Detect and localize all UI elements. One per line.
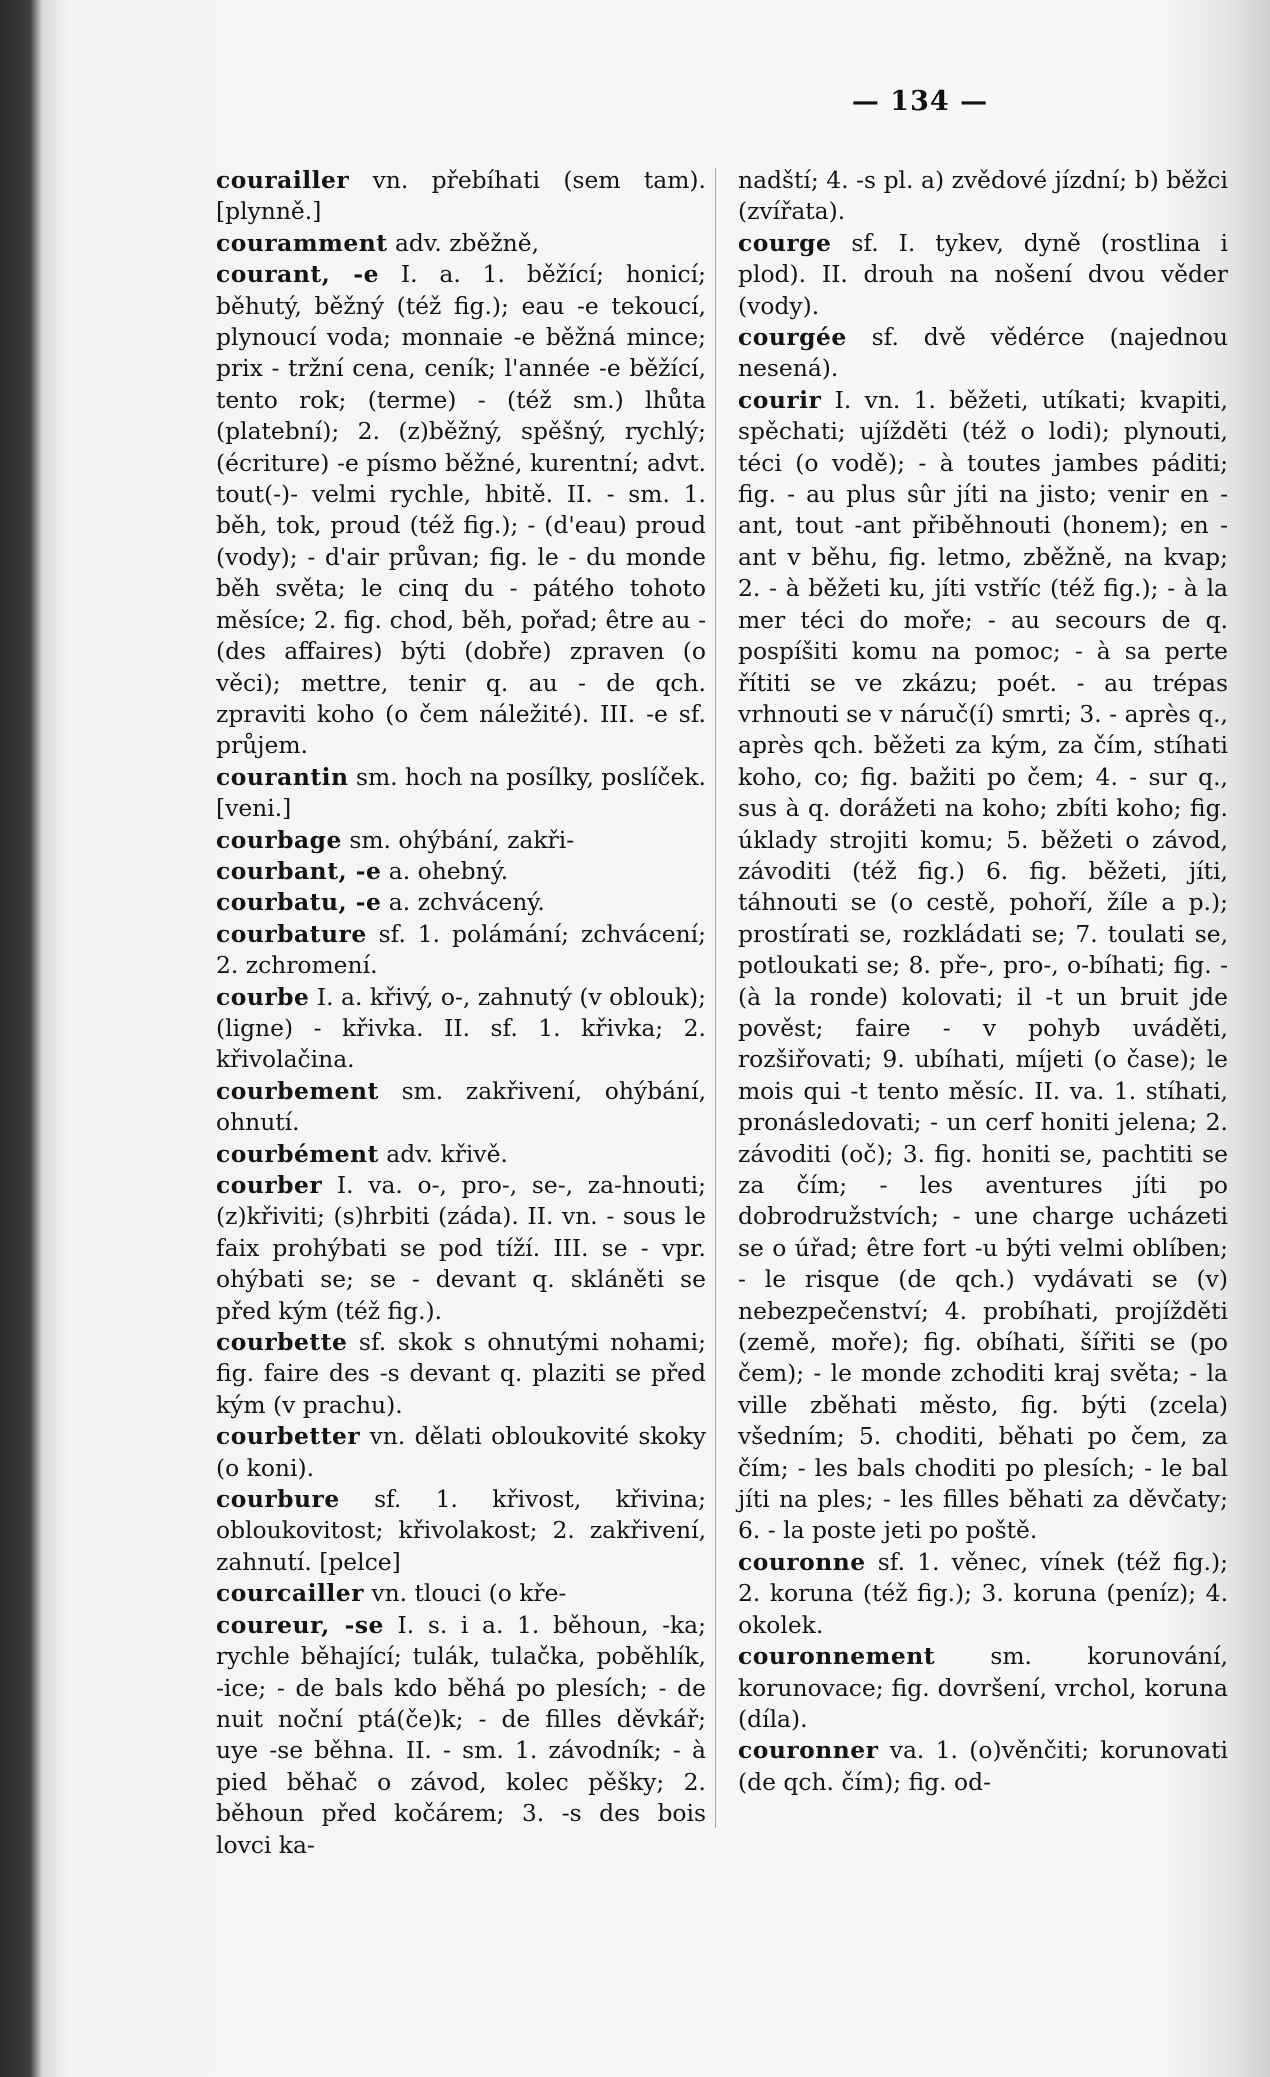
entry-definition: va. 1. (o)věnčiti; korunovati (de qch. čím); fig. od- bbox=[738, 1736, 1228, 1796]
entry-headword: courbant, -e bbox=[216, 856, 382, 885]
dictionary-entry bbox=[216, 1139, 706, 1170]
entry-definition: I. a. 1. běžící; honicí; běhutý, běžný (též fig.); eau -e tekoucí, plynoucí voda; monnaie -e běžná mince; prix - tržní cena, ceník; l'année -e běžící, tento rok; (terme) - (též sm.) lhůta (platební); 2. (z)běžný, spěšný, rychlý; (écriture) -e písmo běžné, kurentní; advt. tout(-)- velmi rychle, hbitě. II. - sm. 1. běh, tok, proud (též fig.); - (d'eau) proud (vody); - d'air průvan; fig. le - du monde běh světa; le cinq du - pátého tohoto měsíce; 2. fig. chod, běh, pořad; être au - (des affaires) býti (dobře) zpraven (o věci); mettre, tenir q. au - de qch. zpraviti koho (o čem náležité). III. -e sf. průjem. bbox=[216, 260, 706, 760]
dictionary-page bbox=[60, 0, 1230, 2077]
column-divider bbox=[715, 168, 716, 1828]
dictionary-entry bbox=[216, 1327, 706, 1421]
dictionary-entry bbox=[216, 825, 706, 856]
entry-definition: sm. ohýbání, zakři- bbox=[341, 825, 575, 854]
entry-definition: sm. hoch na posílky, poslíček. [veni.] bbox=[216, 762, 706, 823]
entry-definition: sm. korunování, korunovace; fig. dovršení, vrchol, koruna (díla). bbox=[738, 1642, 1228, 1733]
dictionary-entry bbox=[738, 1547, 1228, 1641]
dictionary-entry bbox=[738, 322, 1228, 385]
entry-headword: courbage bbox=[216, 825, 342, 854]
dictionary-entry bbox=[216, 1484, 706, 1578]
dictionary-entry bbox=[216, 762, 706, 825]
entry-headword: courge bbox=[738, 228, 832, 257]
entry-headword: couramment bbox=[216, 228, 388, 257]
entry-definition: sf. 1. křivost, křivina; obloukovitost; křivolakost; 2. zakřivení, zahnutí. [pelce] bbox=[216, 1485, 706, 1576]
entry-definition: vn. přebíhati (sem tam). [plynně.] bbox=[216, 166, 706, 226]
dictionary-entry bbox=[216, 1076, 706, 1139]
dictionary-entry bbox=[738, 165, 1228, 228]
dictionary-entry bbox=[216, 1170, 706, 1327]
entry-headword: courber bbox=[216, 1171, 323, 1199]
entry-definition: adv. křivě. bbox=[378, 1139, 508, 1168]
dictionary-entry bbox=[738, 1641, 1228, 1735]
entry-definition: sf. 1. věnec, vínek (též fig.); 2. koruna (též fig.); 3. koruna (peníz); 4. okolek. bbox=[738, 1547, 1228, 1639]
entry-headword: courgée bbox=[738, 323, 847, 352]
dictionary-entry bbox=[216, 165, 706, 228]
entry-headword: courbette bbox=[216, 1328, 348, 1357]
dictionary-entry bbox=[216, 887, 706, 918]
entry-definition: sf. 1. polámání; zchvácení; 2. zchromení. bbox=[216, 919, 706, 980]
entry-headword: couronner bbox=[738, 1736, 879, 1765]
left-column bbox=[216, 165, 706, 1861]
entry-definition: I. s. i a. 1. běhoun, -ka; rychle běhající; tulák, tulačka, poběhlík, -ice; - de bals kdo běhá po plesích; - de nuit noční ptá(če)k; - de filles děvkář; uye -se běhna. II. - sm. 1. závodník; - à pied běhač o závod, kolec pěšky; 2. běhoun před kočárem; 3. -s des bois lovci ka- bbox=[216, 1610, 706, 1859]
entry-definition: I. va. o-, pro-, se-, za-hnouti; (z)křiviti; (s)hrbiti (záda). II. vn. - sous le faix prohýbati se pod tíží. III. se - vpr. ohýbati se; se - devant q. skláněti se před kým (též fig.). bbox=[216, 1171, 706, 1325]
entry-headword: courbature bbox=[216, 919, 367, 948]
dictionary-entry bbox=[738, 385, 1228, 1547]
entry-definition: sf. I. tykev, dyně (rostlina i plod). II. drouh na nošení dvou věder (vody). bbox=[738, 228, 1228, 320]
entry-headword: courailler bbox=[216, 166, 350, 194]
dictionary-entry bbox=[738, 228, 1228, 322]
dictionary-entry bbox=[216, 919, 706, 982]
entry-definition: adv. zběžně, bbox=[387, 228, 539, 257]
entry-headword: couronne bbox=[738, 1547, 866, 1576]
entry-definition: vn. dělati obloukovité skoky (o koni). bbox=[216, 1422, 706, 1482]
entry-headword: courantin bbox=[216, 762, 349, 791]
dictionary-entry bbox=[216, 982, 706, 1076]
dictionary-entry bbox=[216, 1578, 706, 1609]
dictionary-entry bbox=[216, 1421, 706, 1484]
entry-headword: courir bbox=[738, 385, 822, 414]
entry-headword: couronnement bbox=[738, 1642, 936, 1671]
entry-definition: a. ohebný. bbox=[381, 856, 509, 885]
dictionary-entry bbox=[216, 228, 706, 259]
dictionary-entry bbox=[216, 259, 706, 762]
entry-definition: a. zchvácený. bbox=[381, 888, 545, 917]
entry-definition: sm. zakřivení, ohýbání, ohnutí. bbox=[216, 1076, 706, 1137]
right-column bbox=[738, 165, 1228, 1798]
page-number: — 134 — bbox=[851, 86, 989, 117]
entry-headword: courbe bbox=[216, 982, 310, 1011]
dictionary-entry bbox=[216, 1610, 706, 1861]
entry-definition: I. vn. 1. běžeti, utíkati; kvapiti, spěchati; ujížděti (též o lodi); plynouti, téci (o vodě); - à toutes jambes páditi; fig. - au plus sûr jíti na jisto; venir en -ant, tout -ant přiběhnouti (honem); en -ant v běhu, fig. letmo, zběžně, na kvap; 2. - à běžeti ku, jíti vstříc (též fig.); - à la mer téci do moře; - au secours de q. pospíšiti komu na pomoc; - à sa perte řítiti se ve zkázu; poét. - au trépas vrhnouti se v náruč(í) smrti; 3. - après q., après qch. běžeti za kým, za čím, stíhati koho, co; fig. bažiti po čem; 4. - sur q., sus à q. dorážeti na koho; zbíti koho; fig. úklady strojiti komu; 5. běžeti o závod, závoditi (též fig.) 6. fig. běžeti, jíti, táhnouti se (o cestě, pohoří, žíle a p.); prostírati se, rozkládati se; 7. toulati se, potloukati se; 8. pře-, pro-, o-bíhati; fig. - (à la ronde) kolovati; il -t un bruit jde pověst; faire - v pohyb uváděti, rozšiřovati; 9. ubíhati, míjeti (o čase); le mois qui -t tento měsíc. II. va. 1. stíhati, pronásledovati; - un cerf honiti jelena; 2. závoditi (oč); 3. fig. honiti se, pachtiti se za čím; - les aventures jíti po dobrodružstvích; - une charge ucházeti se o úřad; être fort -u býti velmi oblíben; - le risque (de qch.) vydávati se (v) nebezpečenství; 4. probíhati, projížděti (země, moře); fig. obíhati, šířiti se (po čem); - le monde zchoditi kraj světa; - la ville zběhati město, fig. býti (zcela) všedním; 5. choditi, běhati po čem, za čím; - les bals choditi po plesích; - le bal jíti na ples; - les filles běhati za děvčaty; 6. - la poste jeti po poště. bbox=[738, 385, 1228, 1545]
entry-headword: courbetter bbox=[216, 1422, 361, 1451]
entry-definition: vn. tlouci (o kře- bbox=[363, 1579, 567, 1608]
entry-definition: I. a. křivý, o-, zahnutý (v oblouk); (ligne) - křivka. II. sf. 1. křivka; 2. křivolačina. bbox=[216, 982, 706, 1074]
dictionary-entry bbox=[738, 1735, 1228, 1798]
entry-definition: sf. dvě vědérce (najednou nesená). bbox=[738, 323, 1228, 383]
entry-headword: coureur, -se bbox=[216, 1610, 384, 1639]
dictionary-entry bbox=[216, 856, 706, 887]
entry-definition: nadští; 4. -s pl. a) zvědové jízdní; b) běžci (zvířata). bbox=[738, 166, 1228, 226]
entry-headword: courcailler bbox=[216, 1579, 364, 1608]
entry-headword: courant, -e bbox=[216, 260, 379, 289]
entry-headword: courbure bbox=[216, 1485, 340, 1514]
entry-definition: sf. skok s ohnutými nohami; fig. faire des -s devant q. plaziti se před kým (v prachu). bbox=[216, 1328, 706, 1419]
entry-headword: courbement bbox=[216, 1076, 379, 1105]
entry-headword: courbément bbox=[216, 1139, 379, 1168]
entry-headword: courbatu, -e bbox=[216, 888, 382, 917]
